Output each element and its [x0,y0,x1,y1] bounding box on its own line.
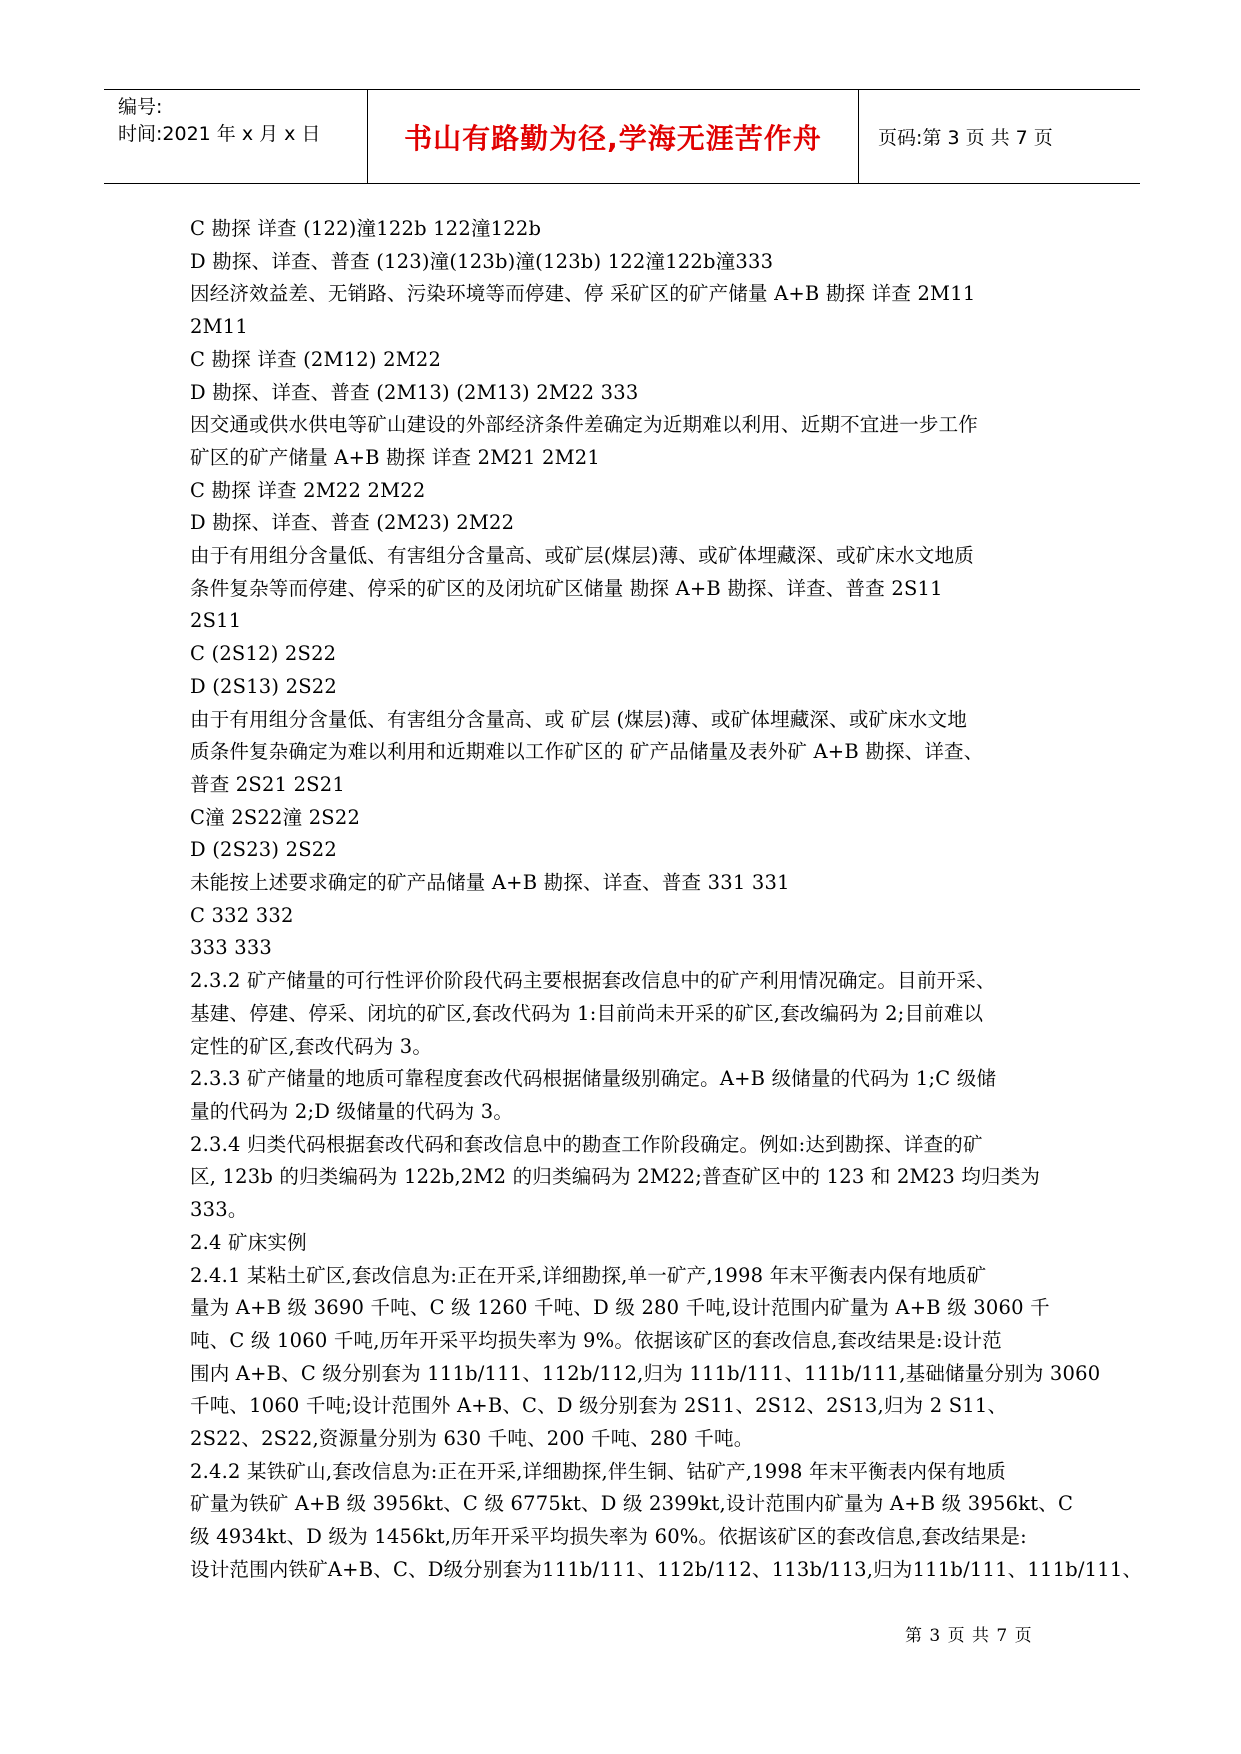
body-line: D 勘探、详查、普查 (123)潼(123b)潼(123b) 122潼122b潼333 [190,249,774,273]
body-line: C 勘探 详查 (2M12) 2M22 [190,347,442,371]
header-meta [118,90,368,183]
body-line: 矿区的矿产储量 A+B 勘探 详查 2M21 2M21 [190,445,601,469]
body-line: C 332 332 [190,903,294,927]
body-line: 2M11 [190,315,248,339]
body-line: C (2S12) 2S22 [190,642,337,666]
body-line: D (2S23) 2S22 [190,838,338,862]
body-line: 区, 123b 的归类编码为 122b,2M2 的归类编码为 2M22;普查矿区中的 123 和 2M23 均归类为 [190,1165,1041,1189]
page-header [104,89,1140,184]
body-line: C 勘探 详查 (122)潼122b 122潼122b [190,217,542,240]
body-line: 量为 A+B 级 3690 千吨、C 级 1260 千吨、D 级 280 千吨,设计范围内矿量为 A+B 级 3060 千 [190,1296,1050,1320]
body-line: 2.4.2 某铁矿山,套改信息为:正在开采,详细勘探,伴生铜、钴矿产,1998 年末平衡表内保有地质 [190,1459,1007,1483]
number-label: 编号: [118,96,163,118]
header-motto-cell [369,90,857,183]
body-line: 量的代码为 2;D 级储量的代码为 3。 [190,1099,514,1123]
body-line: 普查 2S21 2S21 [190,772,345,796]
body-line: 2.3.4 归类代码根据套改代码和套改信息中的勘查工作阶段确定。例如:达到勘探、详查的矿 [190,1132,983,1156]
body-line: 定性的矿区,套改代码为 3。 [190,1034,433,1058]
body-line: 条件复杂等而停建、停采的矿区的及闭坑矿区储量 勘探 A+B 勘探、详查、普查 2S11 [190,576,943,600]
page-footer: 第 3 页 共 7 页 [905,1626,1033,1646]
time-label: 时间:2021 年 x 月 x 日 [118,123,321,145]
body-line: D 勘探、详查、普查 (2M23) 2M22 [190,511,515,535]
body-line: D 勘探、详查、普查 (2M13) (2M13) 2M22 333 [190,380,639,404]
body-line: C 勘探 详查 2M22 2M22 [190,478,426,502]
body-line: 2.4 矿床实例 [190,1230,307,1254]
body-line: 因经济效益差、无销路、污染环境等而停建、停 采矿区的矿产储量 A+B 勘探 详查 2M11 [190,282,976,306]
body-line: C潼 2S22潼 2S22 [190,805,361,829]
body-line: 因交通或供水供电等矿山建设的外部经济条件差确定为近期难以利用、近期不宜进一步工作 [190,413,979,437]
body-line: D (2S13) 2S22 [190,674,338,698]
body-line: 千吨、1060 千吨;设计范围外 A+B、C、D 级分别套为 2S11、2S12、2S13,归为 2 S11、 [190,1394,1008,1418]
header-divider-left [367,90,368,183]
header-page-info: 页码:第 3 页 共 7 页 [878,127,1053,149]
header-motto: 书山有路勤为径,学海无涯苦作舟 [404,121,822,155]
body-line: 333 333 [190,936,273,960]
body-line: 由于有用组分含量低、有害组分含量高、或矿层(煤层)薄、或矿体埋藏深、或矿床水文地质 [190,544,974,568]
body-line: 未能按上述要求确定的矿产品储量 A+B 勘探、详查、普查 331 331 [190,871,790,895]
body-line: 吨、C 级 1060 千吨,历年开采平均损失率为 9%。依据该矿区的套改信息,套改结果是:设计范 [190,1328,1002,1352]
body-line: 333。 [190,1198,248,1222]
body-line: 基建、停建、停采、闭坑的矿区,套改代码为 1:目前尚未开采的矿区,套改编码为 2;目前难以 [190,1001,984,1025]
body-line: 围内 A+B、C 级分别套为 111b/111、112b/112,归为 111b/111、111b/111,基础储量分别为 3060 [190,1361,1101,1385]
body-line: 2.4.1 某粘土矿区,套改信息为:正在开采,详细勘探,单一矿产,1998 年末平衡表内保有地质矿 [190,1263,987,1287]
body-line: 矿量为铁矿 A+B 级 3956kt、C 级 6775kt、D 级 2399kt,设计范围内矿量为 A+B 级 3956kt、C [190,1492,1074,1516]
body-line: 2S22、2S22,资源量分别为 630 千吨、200 千吨、280 千吨。 [190,1427,754,1451]
body-line: 2.3.2 矿产储量的可行性评价阶段代码主要根据套改信息中的矿产利用情况确定。目前开采、 [190,969,996,993]
header-divider-right [858,90,859,183]
body-line: 2.3.3 矿产储量的地质可靠程度套改代码根据储量级别确定。A+B 级储量的代码为 1;C 级储 [190,1067,997,1091]
body-line: 2S11 [190,609,242,633]
body-line: 设计范围内铁矿A+B、C、D级分别套为111b/111、112b/112、113b/113,归为111b/111、111b/111、 [190,1557,1143,1581]
body-line: 质条件复杂确定为难以利用和近期难以工作矿区的 矿产品储量及表外矿 A+B 勘探、详查、 [190,740,984,764]
body-line: 级 4934kt、D 级为 1456kt,历年开采平均损失率为 60%。依据该矿区的套改信息,套改结果是: [190,1525,1027,1549]
body-line: 由于有用组分含量低、有害组分含量高、或 矿层 (煤层)薄、或矿体埋藏深、或矿床水文地 [190,707,968,731]
document-body [190,213,1143,1587]
